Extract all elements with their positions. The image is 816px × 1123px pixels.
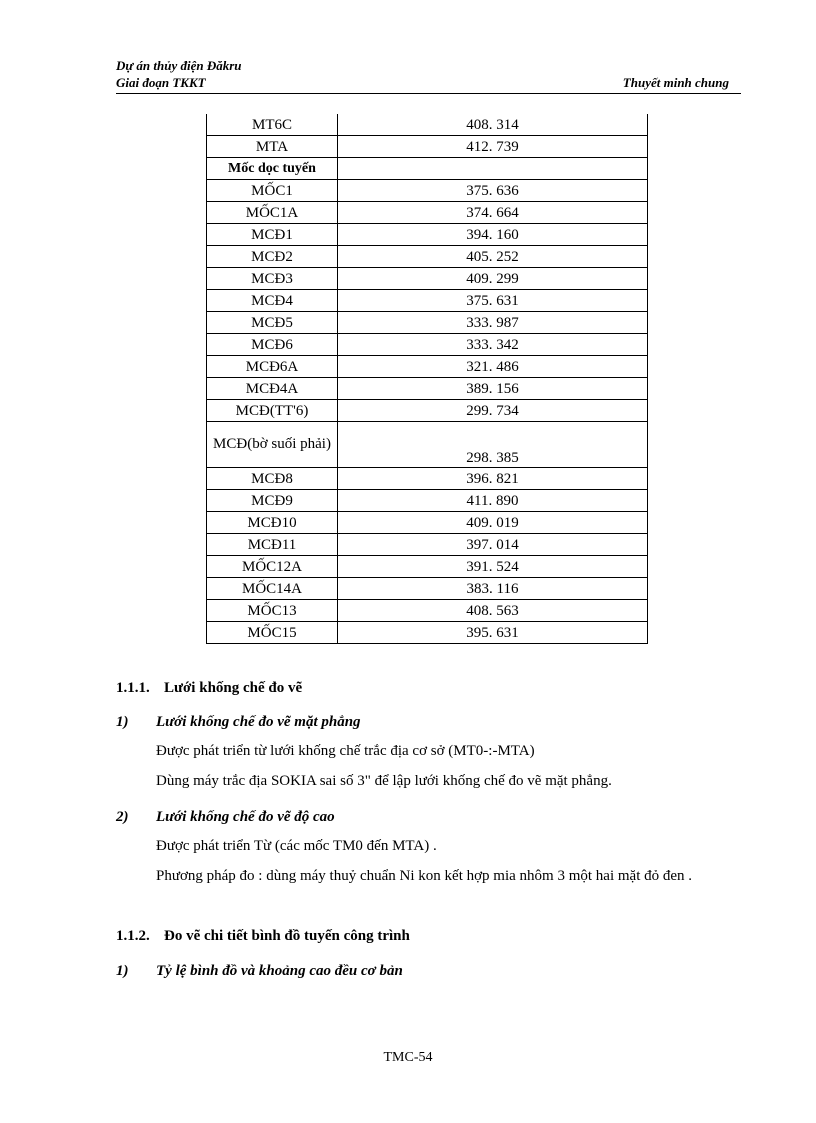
section-title: Lưới khống chế đo vẽ bbox=[164, 680, 303, 696]
table-row bbox=[207, 512, 648, 534]
table-row bbox=[207, 334, 648, 356]
paragraph: Phương pháp đo : dùng máy thuỷ chuẩn Ni kon kết hợp mia nhôm 3 một hai mặt đỏ đen . bbox=[156, 868, 693, 884]
mark-name-cell: MCĐ(bờ suối phải) bbox=[207, 422, 338, 468]
mark-elevation-cell: 408. 314 bbox=[338, 114, 648, 136]
mark-elevation-cell: 298. 385 bbox=[338, 422, 648, 468]
mark-elevation-cell: 411. 890 bbox=[338, 490, 648, 512]
mark-elevation-cell: 408. 563 bbox=[338, 600, 648, 622]
table-row bbox=[207, 312, 648, 334]
table-row bbox=[207, 158, 648, 180]
table-row bbox=[207, 356, 648, 378]
table-row bbox=[207, 180, 648, 202]
mark-name-cell: MCĐ(TT'6) bbox=[207, 400, 338, 422]
table-row bbox=[207, 400, 648, 422]
table-row bbox=[207, 600, 648, 622]
mark-name-cell: MCĐ9 bbox=[207, 490, 338, 512]
mark-name-cell: MT6C bbox=[207, 114, 338, 136]
subheading-title: Tỷ lệ bình đồ và khoảng cao đều cơ bản bbox=[156, 963, 403, 979]
page-number: TMC-54 bbox=[383, 1050, 433, 1065]
mark-name-cell: MCĐ11 bbox=[207, 534, 338, 556]
table-row bbox=[207, 556, 648, 578]
mark-name-cell: MCĐ4 bbox=[207, 290, 338, 312]
mark-name-cell: MCĐ10 bbox=[207, 512, 338, 534]
mark-name-cell: MCĐ1 bbox=[207, 224, 338, 246]
mark-elevation-cell bbox=[338, 158, 648, 180]
paragraph: Được phát triển Từ (các mốc TM0 đến MTA) . bbox=[156, 838, 437, 854]
mark-name-cell: MỐC12A bbox=[207, 556, 338, 578]
mark-elevation-cell: 374. 664 bbox=[338, 202, 648, 224]
mark-elevation-cell: 397. 014 bbox=[338, 534, 648, 556]
section-heading-1-1-2 bbox=[116, 928, 410, 945]
mark-elevation-cell: 333. 342 bbox=[338, 334, 648, 356]
mark-elevation-cell: 394. 160 bbox=[338, 224, 648, 246]
subheading-number: 1) bbox=[116, 963, 129, 979]
subheading-plane-control bbox=[116, 714, 361, 731]
mark-elevation-cell: 395. 631 bbox=[338, 622, 648, 644]
subheading-height-control bbox=[116, 809, 335, 826]
subheading-number: 2) bbox=[116, 809, 129, 825]
mark-elevation-cell: 389. 156 bbox=[338, 378, 648, 400]
mark-name-cell: MCĐ6A bbox=[207, 356, 338, 378]
subheading-scale bbox=[116, 963, 403, 980]
mark-name-cell: MỐC1A bbox=[207, 202, 338, 224]
table-row bbox=[207, 290, 648, 312]
table-row bbox=[207, 622, 648, 644]
mark-name-cell: MỐC15 bbox=[207, 622, 338, 644]
mark-name-cell: MCĐ4A bbox=[207, 378, 338, 400]
mark-elevation-cell: 333. 987 bbox=[338, 312, 648, 334]
table-row bbox=[207, 378, 648, 400]
table-row bbox=[207, 422, 648, 468]
mark-elevation-cell: 396. 821 bbox=[338, 468, 648, 490]
subheading-title: Lưới khống chế đo vẽ độ cao bbox=[156, 809, 335, 825]
mark-elevation-cell: 375. 631 bbox=[338, 290, 648, 312]
mark-name-cell: MTA bbox=[207, 136, 338, 158]
mark-elevation-cell: 383. 116 bbox=[338, 578, 648, 600]
table-row bbox=[207, 490, 648, 512]
mark-name-cell: MCĐ8 bbox=[207, 468, 338, 490]
mark-elevation-cell: 299. 734 bbox=[338, 400, 648, 422]
paragraph: Dùng máy trắc địa SOKIA sai số 3" để lập lưới khống chế đo vẽ mặt phẳng. bbox=[156, 773, 612, 789]
section-number: 1.1.1. bbox=[116, 680, 150, 696]
mark-elevation-cell: 405. 252 bbox=[338, 246, 648, 268]
table-row bbox=[207, 468, 648, 490]
table-row bbox=[207, 114, 648, 136]
mark-name-cell: Mốc dọc tuyến bbox=[207, 158, 338, 180]
document-title: Thuyết minh chung bbox=[622, 75, 729, 90]
page-header bbox=[116, 56, 741, 94]
mark-name-cell: MCĐ3 bbox=[207, 268, 338, 290]
mark-elevation-cell: 321. 486 bbox=[338, 356, 648, 378]
marks-table-body bbox=[207, 114, 648, 644]
table-row bbox=[207, 246, 648, 268]
table-row bbox=[207, 224, 648, 246]
mark-elevation-cell: 409. 299 bbox=[338, 268, 648, 290]
section-number: 1.1.2. bbox=[116, 928, 150, 944]
mark-elevation-cell: 391. 524 bbox=[338, 556, 648, 578]
mark-name-cell: MCĐ2 bbox=[207, 246, 338, 268]
mark-elevation-cell: 409. 019 bbox=[338, 512, 648, 534]
project-phase: Giai đoạn TKKT bbox=[116, 75, 206, 90]
elevation-marks-table bbox=[206, 114, 648, 644]
subheading-title: Lưới khống chế đo vẽ mặt phẳng bbox=[156, 714, 361, 730]
mark-elevation-cell: 375. 636 bbox=[338, 180, 648, 202]
mark-name-cell: MỐC1 bbox=[207, 180, 338, 202]
project-name: Dự án thủy điện Đăkru bbox=[116, 58, 242, 73]
mark-name-cell: MỐC13 bbox=[207, 600, 338, 622]
table-row bbox=[207, 578, 648, 600]
mark-name-cell: MỐC14A bbox=[207, 578, 338, 600]
table-row bbox=[207, 534, 648, 556]
paragraph: Được phát triển từ lưới khống chế trắc địa cơ sở (MT0-:-MTA) bbox=[156, 743, 535, 759]
mark-name-cell: MCĐ6 bbox=[207, 334, 338, 356]
table-row bbox=[207, 268, 648, 290]
section-title: Đo vẽ chi tiết bình đồ tuyến công trình bbox=[164, 928, 410, 944]
subheading-number: 1) bbox=[116, 714, 129, 730]
table-row bbox=[207, 136, 648, 158]
mark-elevation-cell: 412. 739 bbox=[338, 136, 648, 158]
table-row bbox=[207, 202, 648, 224]
mark-name-cell: MCĐ5 bbox=[207, 312, 338, 334]
section-heading-1-1-1 bbox=[116, 680, 302, 697]
